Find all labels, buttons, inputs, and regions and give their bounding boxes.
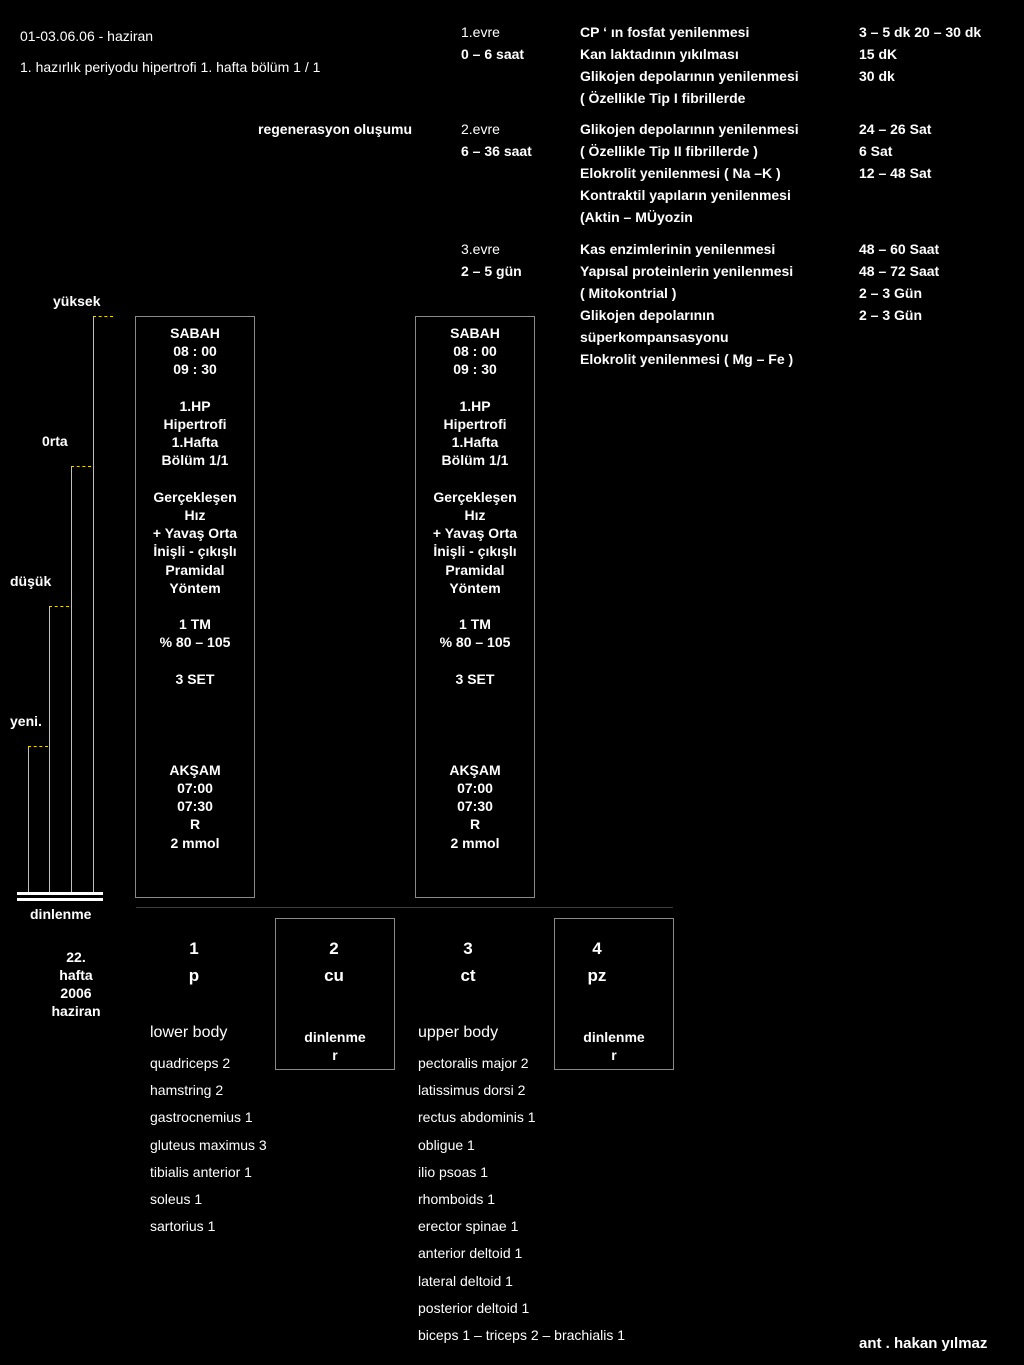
- stage-time: 0 – 6 saat: [461, 46, 525, 62]
- session-line: 3 SET: [455, 670, 495, 687]
- session-line: R: [189, 816, 201, 833]
- day-abbr-3: ct: [460, 966, 476, 985]
- rest-day-suffix: r: [332, 1047, 338, 1063]
- level-bar-high: [93, 317, 94, 892]
- session-line: 1.HP: [179, 397, 211, 414]
- stage-duration: 12 – 48 Sat: [859, 165, 932, 181]
- session-line: 1 TM: [459, 616, 491, 633]
- muscle-item: rhomboids 1: [418, 1190, 496, 1207]
- stage-item: Elokrolit yenilenmesi ( Na –K ): [580, 165, 781, 181]
- stage-duration: 6 Sat: [859, 143, 893, 159]
- stage-item: Kan laktadının yıkılması: [580, 46, 739, 62]
- level-new-label: yeni.: [10, 713, 42, 729]
- stage-item: Kas enzimlerinin yenilenmesi: [580, 241, 776, 257]
- session-line: [416, 688, 534, 706]
- session-line: [136, 379, 254, 397]
- stage-items: [580, 238, 793, 370]
- stage-duration: 3 – 5 dk 20 – 30 dk: [859, 24, 982, 40]
- session-line: [416, 470, 534, 488]
- session-line: [136, 724, 254, 742]
- stage-items: [580, 21, 799, 109]
- session-line: Gerçekleşen: [433, 488, 517, 505]
- session-line: [416, 724, 534, 742]
- stage-name: 1.evre: [461, 24, 500, 40]
- stage-item: CP ‘ ın fosfat yenilenmesi: [580, 24, 750, 40]
- baseline-bar: [17, 898, 103, 901]
- muscle-item: tibialis anterior 1: [150, 1163, 252, 1180]
- stage-duration: 2 – 3 Gün: [859, 307, 923, 323]
- session-line: SABAH: [170, 325, 220, 341]
- week-number: 22.: [66, 949, 86, 965]
- session-line: [416, 597, 534, 615]
- rest-label: dinlenme: [30, 906, 92, 922]
- day-number-3: 3: [463, 939, 473, 958]
- day-abbr-4: pz: [587, 966, 607, 985]
- session-line: 3 SET: [175, 670, 215, 687]
- stage-item: (Aktin – MÜyozin: [580, 209, 693, 225]
- stage-duration: 15 dK: [859, 46, 898, 62]
- muscle-item: gluteus maximus 3: [150, 1136, 267, 1153]
- period-subtitle: 1. hazırlık periyodu hipertrofi 1. hafta bölüm 1 / 1: [20, 59, 321, 75]
- session-line: 1.Hafta: [171, 434, 219, 451]
- stage-item: ( Özellikle Tip I fibrillerde: [580, 90, 746, 106]
- session-line: AKŞAM: [169, 761, 221, 778]
- date-range: 01-03.06.06 - haziran: [20, 28, 154, 44]
- session-line: 07:30: [457, 798, 493, 815]
- level-tick-medium: [71, 466, 91, 467]
- upper-body-muscle-list: [418, 1050, 625, 1349]
- stage-name: 3.evre: [461, 241, 500, 257]
- level-tick-low: [49, 606, 69, 607]
- muscle-item: latissimus dorsi 2: [418, 1082, 526, 1099]
- lower-body-title: lower body: [150, 1024, 228, 1041]
- stage-item: Glikojen depolarının yenilenmesi: [580, 68, 799, 84]
- session-line: 1 TM: [179, 616, 211, 633]
- muscle-item: posterior deltoid 1: [418, 1299, 530, 1316]
- session-line: İnişli - çıkışlı: [153, 543, 237, 560]
- session-line: 09 : 30: [173, 361, 217, 378]
- stage-durations: [859, 21, 981, 87]
- muscle-item: pectoralis major 2: [418, 1055, 529, 1071]
- muscle-item: soleus 1: [150, 1190, 203, 1207]
- level-low-label: düşük: [10, 573, 52, 589]
- muscle-item: sartorius 1: [150, 1218, 216, 1235]
- muscle-item: obligue 1: [418, 1136, 475, 1153]
- stage-item: ( Mitokontrial ): [580, 285, 677, 301]
- session-line: 1.HP: [459, 397, 491, 414]
- level-bar-new: [28, 747, 29, 892]
- stage-time: 2 – 5 gün: [461, 263, 522, 279]
- session-box-day-3: [415, 316, 535, 898]
- stage-item: Glikojen depolarının: [580, 307, 715, 323]
- session-line: SABAH: [450, 325, 500, 341]
- session-line: [416, 706, 534, 724]
- day-abbr-2: cu: [324, 966, 344, 985]
- day-abbr-1: p: [188, 966, 200, 985]
- stage-item: Elokrolit yenilenmesi ( Mg – Fe ): [580, 351, 794, 367]
- stage-durations: [859, 118, 931, 184]
- session-line: Bölüm 1/1: [161, 452, 229, 469]
- regeneration-label: regenerasyon oluşumu: [258, 121, 413, 137]
- session-line: Gerçekleşen: [153, 488, 237, 505]
- lower-body-muscle-list: [150, 1050, 267, 1240]
- rest-day-word: dinlenme: [583, 1029, 645, 1045]
- stage-name: 2.evre: [461, 121, 500, 137]
- session-line: [136, 470, 254, 488]
- day-number-2: 2: [329, 939, 339, 958]
- author-credit: ant . hakan yılmaz: [859, 1335, 988, 1352]
- session-box-day-1: [135, 316, 255, 898]
- stage-duration: 48 – 72 Saat: [859, 263, 940, 279]
- session-line: 2 mmol: [170, 834, 220, 851]
- session-line: Yöntem: [169, 579, 221, 596]
- session-line: [136, 597, 254, 615]
- day-number-1: 1: [189, 939, 199, 958]
- session-line: [416, 379, 534, 397]
- session-line: Hipertrofi: [443, 416, 507, 432]
- session-line: Bölüm 1/1: [441, 452, 509, 469]
- session-line: Pramidal: [165, 561, 225, 578]
- stage-duration: 48 – 60 Saat: [859, 241, 940, 257]
- muscle-item: gastrocnemius 1: [150, 1109, 253, 1126]
- level-bar-medium: [71, 467, 72, 892]
- session-line: [136, 706, 254, 724]
- divider-line: [136, 907, 673, 908]
- session-line: Hız: [464, 507, 486, 523]
- stage-duration: 30 dk: [859, 68, 895, 84]
- session-line: Hız: [184, 507, 206, 523]
- session-line: Pramidal: [445, 561, 505, 578]
- level-bar-low: [49, 607, 50, 892]
- session-line: 07:30: [177, 798, 213, 815]
- week-month: haziran: [51, 1003, 101, 1019]
- session-line: 07:00: [177, 779, 213, 796]
- muscle-item: erector spinae 1: [418, 1218, 519, 1235]
- session-line: [136, 652, 254, 670]
- stage-item: Yapısal proteinlerin yenilenmesi: [580, 263, 794, 279]
- session-line: Yöntem: [449, 579, 501, 596]
- week-year: 2006: [60, 985, 92, 1001]
- baseline-bar: [17, 892, 103, 895]
- week-word: hafta: [59, 967, 93, 983]
- session-line: 08 : 00: [453, 343, 497, 360]
- muscle-item: anterior deltoid 1: [418, 1245, 523, 1262]
- session-line: % 80 – 105: [159, 634, 231, 651]
- stage-duration: 24 – 26 Sat: [859, 121, 932, 137]
- muscle-item: rectus abdominis 1: [418, 1109, 536, 1126]
- stage-durations: [859, 238, 939, 326]
- session-line: 07:00: [457, 779, 493, 796]
- week-label: [46, 948, 106, 1020]
- session-line: [416, 652, 534, 670]
- rest-day-text: [276, 1028, 394, 1064]
- stage-item: süperkompansasyonu: [580, 329, 729, 345]
- session-line: % 80 – 105: [439, 634, 511, 651]
- session-line: R: [469, 816, 481, 833]
- session-line: 09 : 30: [453, 361, 497, 378]
- session-line: [416, 743, 534, 761]
- session-line: AKŞAM: [449, 761, 501, 778]
- session-line: + Yavaş Orta: [432, 525, 518, 542]
- session-line: 2 mmol: [450, 834, 500, 851]
- level-tick-new: [28, 746, 48, 747]
- rest-day-suffix: r: [611, 1047, 617, 1063]
- session-line: Hipertrofi: [163, 416, 227, 432]
- session-line: [136, 743, 254, 761]
- muscle-item: biceps 1 – triceps 2 – brachialis 1: [418, 1326, 625, 1343]
- stage-time: 6 – 36 saat: [461, 143, 532, 159]
- session-line: + Yavaş Orta: [152, 525, 238, 542]
- muscle-item: lateral deltoid 1: [418, 1272, 513, 1289]
- stage-items: [580, 118, 799, 228]
- session-line: 1.Hafta: [451, 434, 499, 451]
- stage-item: Kontraktil yapıların yenilenmesi: [580, 187, 791, 203]
- rest-day-word: dinlenme: [304, 1029, 366, 1045]
- session-line: [136, 688, 254, 706]
- upper-body-title: upper body: [418, 1024, 499, 1041]
- session-line: İnişli - çıkışlı: [433, 543, 517, 560]
- stage-duration: 2 – 3 Gün: [859, 285, 923, 301]
- muscle-item: hamstring 2: [150, 1082, 224, 1099]
- muscle-item: quadriceps 2: [150, 1055, 231, 1071]
- muscle-item: ilio psoas 1: [418, 1163, 489, 1180]
- session-line: 08 : 00: [173, 343, 217, 360]
- level-medium-label: 0rta: [42, 433, 68, 449]
- stage-item: Glikojen depolarının yenilenmesi: [580, 121, 799, 137]
- level-high-label: yüksek: [53, 293, 101, 309]
- day-number-4: 4: [592, 939, 602, 958]
- stage-item: ( Özellikle Tip II fibrillerde ): [580, 143, 758, 159]
- level-tick-high: [93, 316, 113, 317]
